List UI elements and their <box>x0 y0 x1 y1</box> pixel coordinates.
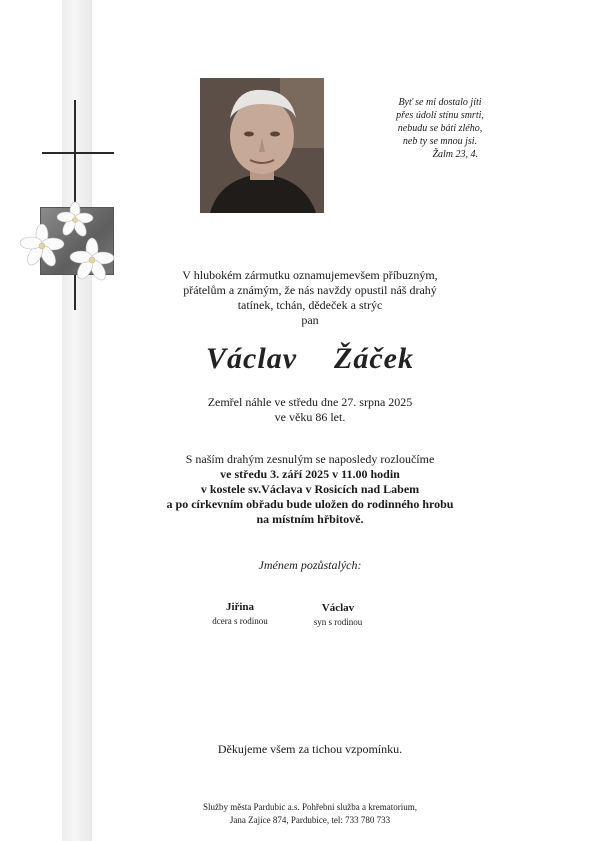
death-line: ve věku 86 let. <box>274 410 346 424</box>
survivor-name: Jiřina <box>225 601 255 613</box>
decorative-band <box>62 0 92 841</box>
funeral-details <box>130 452 490 527</box>
deceased-name: Václav Žáček <box>206 342 414 375</box>
footer-line: Služby města Pardubic a.s. Pohřební služba a krematorium, <box>203 802 417 812</box>
cross-bar <box>42 152 114 154</box>
psalm-reference: Žalm 23, 4. <box>432 149 478 160</box>
intro-line: přátelům a známým, že nás navždy opustil náš drahý <box>183 283 437 297</box>
thanks-note: Děkujeme všem za tichou vzpomínku. <box>217 742 403 756</box>
survivor-entry <box>293 601 383 629</box>
survivor-entry <box>195 600 285 628</box>
announcement-intro <box>130 268 490 328</box>
intro-line: tatínek, tchán, dědeček a strýc <box>237 298 383 312</box>
funeral-line: na místním hřbitově. <box>256 512 364 526</box>
intro-line: V hlubokém zármutku oznamujemevšem příbuzným, <box>182 268 438 282</box>
psalm-line: přes údolí stínu smrti, <box>396 110 484 121</box>
funeral-line: ve středu 3. září 2025 v 11.00 hodin <box>220 467 400 481</box>
psalm-line: neb ty se mnou jsi. <box>402 136 478 147</box>
funeral-line: a po církevním obřadu bude uložen do rodinného hrobu <box>166 497 454 511</box>
portrait-photo <box>200 78 324 213</box>
funeral-service-footer <box>130 801 490 827</box>
flower-icon <box>20 198 120 288</box>
death-notice <box>130 395 490 425</box>
psalm-line: Byť se mi dostalo jíti <box>398 97 482 108</box>
footer-line: Jana Zajíce 874, Pardubice, tel: 733 780 733 <box>229 815 391 825</box>
psalm-line: nebudu se báti zlého, <box>397 123 483 134</box>
survivors-heading: Jménem pozůstalých: <box>258 558 362 572</box>
survivor-relation: dcera s rodinou <box>212 616 268 626</box>
survivor-name: Václav <box>321 602 355 614</box>
psalm-quote <box>384 96 496 161</box>
funeral-intro: S naším drahým zesnulým se naposledy rozloučíme <box>185 452 435 466</box>
funeral-line: v kostele sv.Václava v Rosicích nad Labem <box>200 482 420 496</box>
survivor-relation: syn s rodinou <box>313 617 363 627</box>
death-line: Zemřel náhle ve středu dne 27. srpna 2025 <box>207 395 413 409</box>
intro-line: pan <box>301 313 319 327</box>
